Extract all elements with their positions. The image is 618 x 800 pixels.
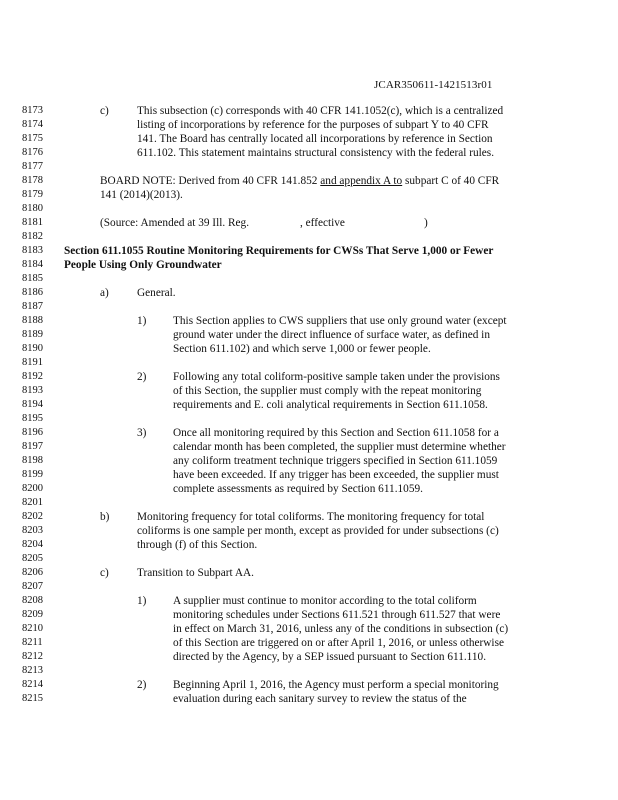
line-number: 8194 [22,399,43,410]
line-number: 8176 [22,147,43,158]
item-line: Once all monitoring required by this Section and Section 611.1058 for a [173,427,499,439]
paragraph-line: coliforms is one sample per month, except as provided for under subsections (c) [137,525,499,537]
item-line: requirements and E. coli analytical requirements in Section 611.1058. [173,399,488,411]
line-number: 8214 [22,679,43,690]
line-number: 8189 [22,329,43,340]
line-number: 8207 [22,581,43,592]
line-number: 8183 [22,245,43,256]
paragraph-line: This subsection (c) corresponds with 40 CFR 141.1052(c), which is a centralized [137,105,504,117]
item-line: directed by the Agency, by a SEP issued pursuant to Section 611.110. [173,651,487,663]
line-number: 8200 [22,483,43,494]
line-number: 8208 [22,595,43,606]
line-number: 8191 [22,357,43,368]
line-number: 8178 [22,175,43,186]
line-number: 8182 [22,231,43,242]
line-number: 8192 [22,371,43,382]
subsection-title: Transition to Subpart AA. [137,567,254,579]
line-number: 8184 [22,259,43,270]
line-number: 8175 [22,133,43,144]
section-title-line2: People Using Only Groundwater [64,259,222,271]
item-marker: 2) [137,679,147,691]
line-number: 8198 [22,455,43,466]
line-number: 8210 [22,623,43,634]
line-number: 8209 [22,609,43,620]
line-number: 8185 [22,273,43,284]
line-number: 8180 [22,203,43,214]
line-number: 8186 [22,287,43,298]
subsection-marker: c) [100,105,109,117]
line-number: 8213 [22,665,43,676]
line-number: 8190 [22,343,43,354]
subsection-marker: b) [100,511,110,523]
subsection-marker: a) [100,287,109,299]
board-note-underlined-text: and appendix A to [320,175,403,187]
item-line: of this Section are triggered on or after April 1, 2016, or unless otherwise [173,637,504,649]
item-line: Section 611.102) and which serve 1,000 or fewer people. [173,343,431,355]
source-note: (Source: Amended at 39 Ill. Reg. [100,217,250,229]
item-line: any coliform treatment technique triggers specified in Section 611.1059 [173,455,498,467]
item-line: Following any total coliform-positive sample taken under the provisions [173,371,500,383]
line-number: 8203 [22,525,43,536]
line-number: 8204 [22,539,43,550]
line-number: 8173 [22,105,43,116]
item-marker: 1) [137,315,147,327]
section-title: Section 611.1055 Routine Monitoring Requirements for CWSs That Serve 1,000 or Fewer [64,245,494,257]
item-marker: 2) [137,371,147,383]
line-number: 8177 [22,161,43,172]
item-marker: 3) [137,427,147,439]
line-number: 8202 [22,511,43,522]
line-number: 8215 [22,693,43,704]
item-line: ground water under the direct influence of surface water, as defined in [173,329,490,341]
source-close: ) [424,217,428,229]
line-number: 8174 [22,119,43,130]
paragraph-line: listing of incorporations by reference for the purposes of subpart Y to 40 CFR [137,119,489,131]
board-note-text: BOARD NOTE: Derived from 40 CFR 141.852 [100,175,321,187]
item-line: have been exceeded. If any trigger has been exceeded, the supplier must [173,469,499,481]
item-line: complete assessments as required by Section 611.1059. [173,483,423,495]
line-number: 8193 [22,385,43,396]
line-number: 8211 [22,637,43,648]
line-number: 8181 [22,217,43,228]
paragraph-line: through (f) of this Section. [137,539,258,551]
line-number: 8195 [22,413,43,424]
line-number: 8201 [22,497,43,508]
line-number: 8196 [22,427,43,438]
item-line: calendar month has been completed, the supplier must determine whether [173,441,506,453]
item-line: of this Section, the supplier must comply with the repeat monitoring [173,385,482,397]
paragraph-line: Monitoring frequency for total coliforms. The monitoring frequency for total [137,511,485,523]
item-line: in effect on March 31, 2016, unless any of the conditions in subsection (c) [173,623,509,635]
subsection-marker: c) [100,567,109,579]
line-number: 8212 [22,651,43,662]
line-number: 8188 [22,315,43,326]
line-number: 8206 [22,567,43,578]
line-number: 8187 [22,301,43,312]
document-id-header: JCAR350611-1421513r01 [374,79,493,91]
item-line: A supplier must continue to monitor according to the total coliform [173,595,477,607]
paragraph-line: 141. The Board has centrally located all incorporations by reference in Section [137,133,493,145]
item-line: Beginning April 1, 2016, the Agency must perform a special monitoring [173,679,499,691]
board-note-text: subpart C of 40 CFR [402,175,500,187]
item-line: evaluation during each sanitary survey to review the status of the [173,693,467,705]
line-number: 8205 [22,553,43,564]
line-number: 8179 [22,189,43,200]
subsection-title: General. [137,287,176,299]
item-line: This Section applies to CWS suppliers that use only ground water (except [173,315,507,327]
item-marker: 1) [137,595,147,607]
line-number: 8199 [22,469,43,480]
source-effective: , effective [300,217,345,229]
item-line: monitoring schedules under Sections 611.521 through 611.527 that were [173,609,501,621]
line-number: 8197 [22,441,43,452]
paragraph-line: 611.102. This statement maintains structural consistency with the federal rules. [137,147,495,159]
board-note-line: 141 (2014)(2013). [100,189,183,201]
board-note-line [100,174,499,188]
